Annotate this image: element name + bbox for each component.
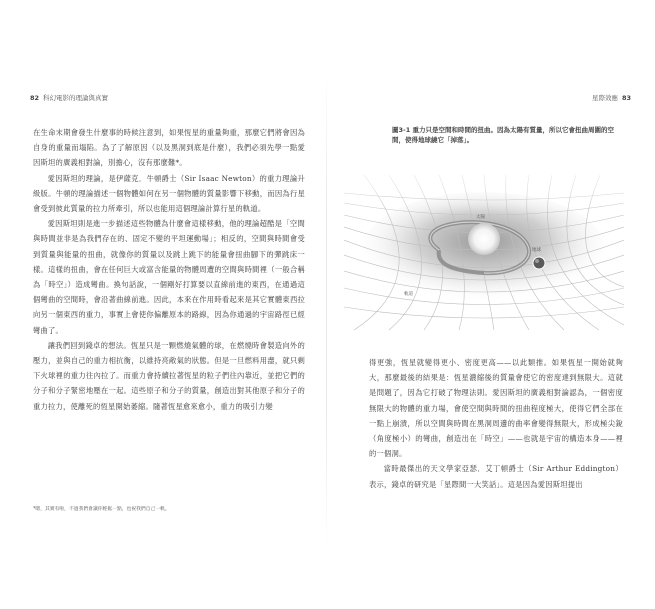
figure-caption: 圖3-1 重力只是空間和時間的扭曲。因為太陽有質量，所以它會扭曲周圍的空間，使得地球繞它「掉落」。 xyxy=(392,126,615,144)
right-page-number: 83 xyxy=(621,94,631,102)
left-paragraph-2: 愛因斯坦的理論，是伊薩克．牛頓爵士（Sir Isaac Newton）的重力理論升級版。牛頓的理論描述一個物體如何在另一個物體的質量影響下移動，而因為行星會受到彼此質量的拉力所牽引，所以也能用這個理論計算行星的軌道。 xyxy=(33,173,305,214)
right-paragraph-1: 得更強，恆星就變得更小、密度更高——以此類推。如果恆星一開始就夠大，那麼最後的結果是：恆星濃縮後的質量會使它的密度達到無限大。這就是問題了，因為它打破了物理法則。愛因斯坦的廣義相對論認為，一個密度無限大的物體的重力場，會使空間與時間的扭曲程度極大，使得它們全部在一點上崩潰，所以空間與時間在黑洞周邊的曲率會變得無限大，形成極尖銳（角度極小）的彎曲，創造出在「時空」——也就是宇宙的構造本身——裡的一個洞。 xyxy=(369,358,623,459)
right-body-text xyxy=(369,355,623,492)
left-paragraph-3: 愛因斯坦則是進一步描述這些物體為什麼會這樣移動，他的理論超酷是「空間與時間並非是為我們存在的、固定不變的平坦運動場」；相反的，空間與時間會受到質量與能量的扭曲，就像你的質量以及跳上跳下的能量會扭曲腳下的彈跳床一樣。這樣的扭曲，會在任何巨大或富含能量的物體周遭的空間與時間裡（一般合稱為「時空」）造成彎曲。換句話說，一個剛好打算要以直線前進的東西，在通過這個彎曲的空間時，會沿著曲線前進。因此，本來在作用時看起來是其它實體東西拉向另一個東西的重力，事實上會使你偏離原本的路線，因為你通過的宇宙路徑已經彎曲了。 xyxy=(33,219,305,335)
orbit-label: 軌道 xyxy=(404,292,413,297)
left-paragraph-4: 讓我們回到錢卓的想法。恆星只是一顆燃燒氣體的球，在燃燒時會製造向外的壓力，並與自己的重力相抗衡，以維持亮敞氣的狀態。但是一旦燃料用盡，就只剩下火球裡的重力往內拉了。而重力會持續拉著恆星的粒子們往內靠近，並把它們的分子和分子緊密地壓在一起。這些原子和分子的質量，創造出對其他原子和分子的重力拉力，使離死的恆星開始萎縮。隨著恆星愈來愈小，重力的吸引力變 xyxy=(33,340,305,411)
earth-label: 地球 xyxy=(532,248,541,253)
earth-sphere xyxy=(533,257,545,269)
right-running-title: 星際效應 xyxy=(591,94,618,102)
right-page-header xyxy=(592,93,631,102)
left-body-text xyxy=(33,125,305,414)
left-running-title: 科幻電影的理論與真實 xyxy=(43,94,109,102)
left-paragraph-1: 在生命末期會發生什麼事的時候注意到，如果恆星的重量夠重，那麼它們將會因為自身的重量而塌陷。為了了解原因（以及黑洞到底是什麼），我們必須先學一點愛因斯坦的廣義相對論，別擔心，沒有那麼難*。 xyxy=(33,128,305,168)
spacetime-figure xyxy=(344,155,624,330)
sun-label: 太陽 xyxy=(476,215,485,220)
footnote: *嗯，其實有啦，不過我們會讓你輕鬆一點，也祝我們自己一帆。 xyxy=(33,507,170,512)
right-paragraph-2: 當時最傑出的天文學家亞瑟．艾丁頓爵士（Sir Arthur Eddington）表示，錢卓的研究是「星際間一大笑話」。這是因為愛因斯坦提出 xyxy=(369,464,623,489)
sun-sphere xyxy=(468,223,500,255)
left-page-number: 82 xyxy=(30,94,40,102)
left-page-header xyxy=(30,93,108,102)
left-page xyxy=(0,0,327,609)
spacetime-illustration xyxy=(344,155,624,330)
